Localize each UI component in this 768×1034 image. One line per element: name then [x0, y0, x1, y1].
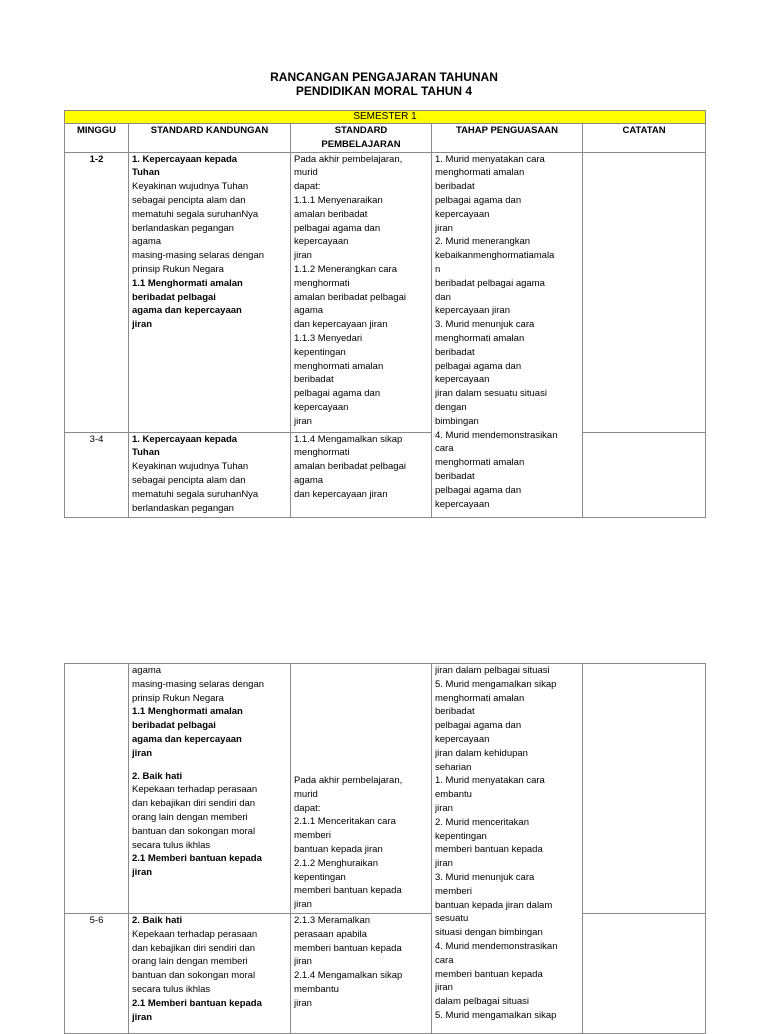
table-row	[65, 664, 706, 914]
mastery-levels-text: jiran dalam pelbagai situasi 5. Murid mengamalkan sikap menghormati amalan beribadat pelbagai agama dan kepercayaan jiran dalam kehidupan seharian 1. Murid menyatakan cara embantu jiran 2. Murid menceritakan kepentingan memberi bantuan kepada jiran 3. Murid menunjuk cara memberi bantuan kepada jiran dalam sesuatu situasi dengan bimbingan 4. Murid mendemonstrasikan cara memberi bantuan kepada jiran dalam pelbagai situasi 5. Murid mengamalkan sikap	[435, 665, 558, 1021]
topic-heading: 2. Baik hati	[132, 915, 183, 926]
standard-kandungan-cell	[129, 432, 291, 517]
topic-heading: 1. Kepercayaan kepada Tuhan	[132, 433, 238, 459]
table-row	[65, 152, 706, 432]
header-standard-kandungan: STANDARD KANDUNGAN	[129, 124, 291, 153]
header-tahap-penguasaan: TAHAP PENGUASAAN	[432, 124, 583, 153]
tahap-penguasaan-cell	[432, 664, 583, 1034]
standard-kandungan-cell	[129, 914, 291, 1034]
standard-pembelajaran-cell	[291, 432, 432, 517]
topic-description: Keyakinan wujudnya Tuhan sebagai pencipta alam dan mematuhi segala suruhanNya berlandaskan pegangan	[132, 461, 259, 514]
topic-description: Kepekaan terhadap perasaan dan kebajikan diri sendiri dan orang lain dengan memberi bantuan dan sokongan moral secara tulus ikhlas	[132, 784, 258, 851]
standard-kandungan-cell	[129, 152, 291, 432]
topic-heading: 1. Kepercayaan kepada Tuhan	[132, 153, 238, 179]
plan-table-1	[64, 110, 706, 518]
catatan-cell	[583, 152, 706, 432]
subtopic-heading: 2.1 Memberi bantuan kepada jiran	[132, 853, 262, 879]
catatan-cell	[583, 432, 706, 517]
table-row	[65, 914, 706, 1034]
catatan-cell	[583, 914, 706, 1034]
learning-standards-text: Pada akhir pembelajaran, murid dapat: 1.1.1 Menyenaraikan amalan beribadat pelbagai agama dan kepercayaan jiran 1.1.2 Menerangkan cara menghormati amalan beribadat pelbagai agama dan kepercayaan jiran 1.1.3 Menyedari kepentingan menghormati amalan beribadat pelbagai agama dan kepercayaan jiran	[294, 153, 406, 427]
document-title: RANCANGAN PENGAJARAN TAHUNAN	[270, 70, 498, 84]
learning-standards-text: 1.1.4 Mengamalkan sikap menghormati amalan beribadat pelbagai agama dan kepercayaan jiran	[294, 433, 406, 500]
week-cell: 5-6	[65, 914, 129, 1034]
week-cell: 3-4	[65, 432, 129, 517]
document-subtitle: PENDIDIKAN MORAL TAHUN 4	[295, 84, 473, 98]
topic-heading: 2. Baik hati	[132, 770, 183, 782]
tahap-penguasaan-cell	[432, 152, 583, 517]
plan-table-2	[64, 663, 706, 1034]
standard-pembelajaran-cell	[291, 152, 432, 432]
week-cell: 1-2	[65, 152, 129, 432]
learning-standards-text: Pada akhir pembelajaran, murid dapat: 2.1.1 Menceritakan cara memberi bantuan kepada jiran 2.1.2 Menghuraikan kepentingan memberi bantuan kepada jiran	[294, 775, 403, 911]
standard-pembelajaran-cell	[291, 914, 432, 1034]
topic-description: agama masing-masing selaras dengan prinsip Rukun Negara	[132, 665, 265, 704]
standard-kandungan-cell	[129, 664, 291, 914]
header-minggu: MINGGU	[65, 124, 129, 153]
header-catatan: CATATAN	[583, 124, 706, 153]
header-standard-pembelajaran: STANDARD PEMBELAJARAN	[291, 124, 432, 153]
subtopic-heading: 2.1 Memberi bantuan kepada jiran	[132, 997, 262, 1023]
subtopic-heading: 1.1 Menghormati amalan beribadat pelbagai agama dan kepercayaan jiran	[132, 277, 243, 331]
catatan-cell	[583, 664, 706, 914]
mastery-levels-text: 1. Murid menyatakan cara menghormati amalan beribadat pelbagai agama dan kepercayaan jiran 2. Murid menerangkan kebaikanmenghormatiamala n beribadat pelbagai agama dan kepercayaan jiran 3. Murid menunjuk cara menghormati amalan beribadat pelbagai agama dan kepercayaan jiran dalam sesuatu situasi dengan bimbingan 4. Murid mendemonstrasikan cara menghormati amalan beribadat pelbagai agama dan kepercayaan	[435, 153, 558, 510]
topic-description: Keyakinan wujudnya Tuhan sebagai pencipta alam dan mematuhi segala suruhanNya berlandaskan pegangan agama masing-masing selaras dengan prinsip Rukun Negara	[132, 181, 265, 275]
standard-pembelajaran-cell	[291, 664, 432, 914]
learning-standards-text: 2.1.3 Meramalkan perasaan apabila memberi bantuan kepada jiran 2.1.4 Mengamalkan sikap membantu jiran	[294, 915, 403, 1009]
subtopic-heading: 1.1 Menghormati amalan beribadat pelbagai agama dan kepercayaan jiran	[132, 706, 243, 759]
topic-description: Kepekaan terhadap perasaan dan kebajikan diri sendiri dan orang lain dengan memberi bantuan dan sokongan moral secara tulus ikhlas	[132, 928, 258, 995]
semester-label: SEMESTER 1	[65, 111, 706, 124]
table-row	[65, 432, 706, 517]
week-cell	[65, 664, 129, 914]
